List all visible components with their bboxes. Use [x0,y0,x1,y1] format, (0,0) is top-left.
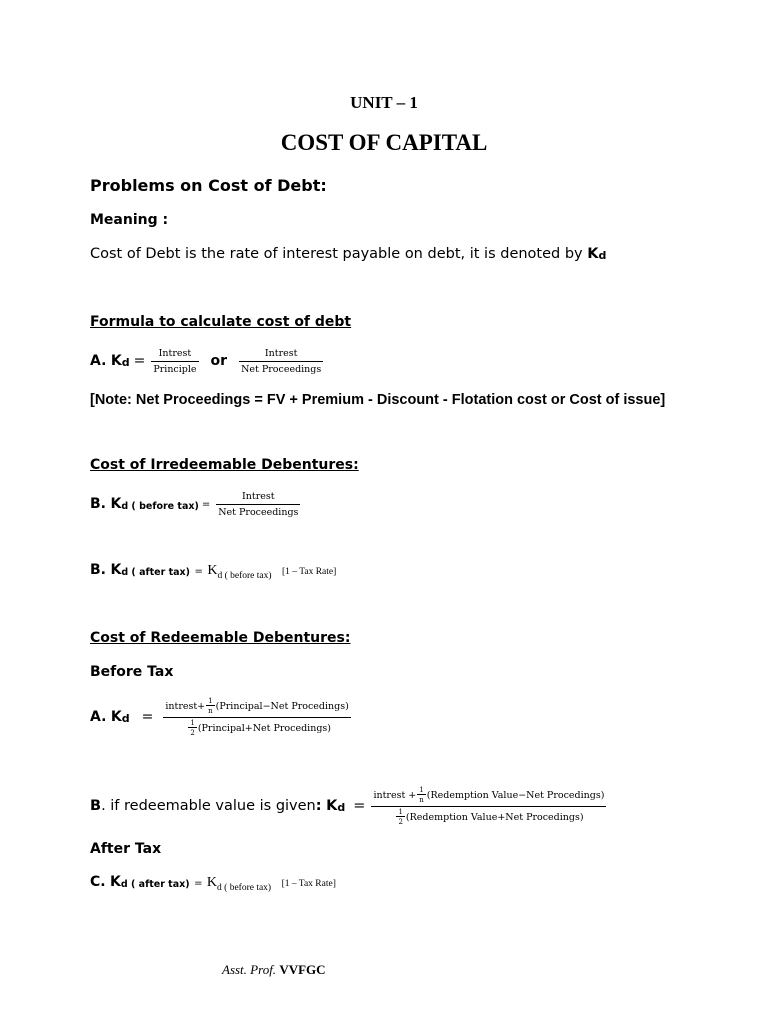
kd-before-tax: $K_{d ( before tax)}$ [207,563,272,581]
meaning-text [90,246,606,262]
footer [222,962,326,978]
equals-sign: = [353,798,366,814]
page-title: COST OF CAPITAL [280,130,488,155]
formula-label: B. [90,496,106,512]
redeemable-value-formula [90,785,606,827]
fraction-interest-principle [151,348,198,375]
before-tax-heading: Before Tax [90,664,174,680]
formula-a-label: A. [90,353,107,369]
fraction-redeemable-before-tax [163,698,350,737]
redeemable-before-tax-formula [90,696,351,738]
fraction-interest-net-proceedings [239,348,323,375]
meaning-label: Meaning : [90,212,169,228]
equals-sign: = [141,709,154,725]
denominator: Principle [151,361,198,375]
denominator: Net Proceedings [239,361,323,375]
fraction-redeemable-value [371,787,606,826]
numerator: Intrest [158,347,192,359]
formula-text: . if redeemable value is given [101,798,316,814]
formula-heading: Formula to calculate cost of debt [90,314,352,330]
numerator: Intrest [264,347,298,359]
kd-symbol: $K_d$ [587,246,607,262]
kd-symbol: $K_d$ [110,353,130,369]
tax-rate-term: [1 – Tax Rate] [281,879,336,889]
equals-sign: = [194,566,203,577]
equals-sign: = [194,878,203,889]
kd-before-tax: $K_{d ( before tax)}$ [206,875,272,893]
footer-prefix: Asst. Prof. [222,962,277,977]
formula-label: A. [90,709,107,725]
irredeemable-heading: Cost of Irredeemable Debentures: [90,457,359,473]
denominator: $\frac{1}{2}$ (Principal+Net Procedings) [163,717,350,737]
formula-label: C. [90,874,106,890]
kd-symbol: $K_{d ( after tax)}$ [110,874,190,890]
after-tax-heading: After Tax [90,841,162,857]
irredeemable-before-tax-formula [90,487,300,521]
unit-heading: UNIT – 1 [350,93,418,112]
meaning-sentence: Cost of Debt is the rate of interest payable on debt, it is denoted by [90,246,583,262]
or-label: or [210,353,228,369]
note-text: [Note: Net Proceedings = FV + Premium - Discount - Flotation cost or Cost of issue] [90,392,666,408]
kd-symbol: $K_d$ [326,798,346,814]
numerator: Intrest [242,490,275,502]
denominator: Net Proceedings [216,504,300,518]
footer-name: VVFGC [279,962,326,977]
tax-rate-term: [1 – Tax Rate] [281,567,337,577]
problems-heading: Problems on Cost of Debt: [90,176,327,195]
denominator: $\frac{1}{2}$ (Redemption Value+Net Procedings) [371,806,606,826]
kd-symbol: $K_{d ( after tax)}$ [110,562,191,578]
equals-sign: = [133,353,146,369]
irredeemable-after-tax-formula [90,562,336,581]
kd-symbol: $K_d$ [110,709,130,725]
kd-symbol: $K_{d ( before tax)}$ [110,496,199,512]
colon: : [315,798,322,814]
numerator: intrest + $\frac{1}{n}$ (Redemption Value−Net Procedings) [373,785,605,804]
formula-label: B [90,798,102,814]
fraction-interest-net-proceedings [216,491,300,518]
redeemable-heading: Cost of Redeemable Debentures: [90,630,351,646]
redeemable-after-tax-formula [90,874,336,893]
formula-label: B. [90,562,106,578]
equals-sign: = [201,498,211,510]
formula-a [90,344,323,378]
numerator: intrest+ $\frac{1}{n}$ (Principal−Net Procedings) [165,696,349,715]
